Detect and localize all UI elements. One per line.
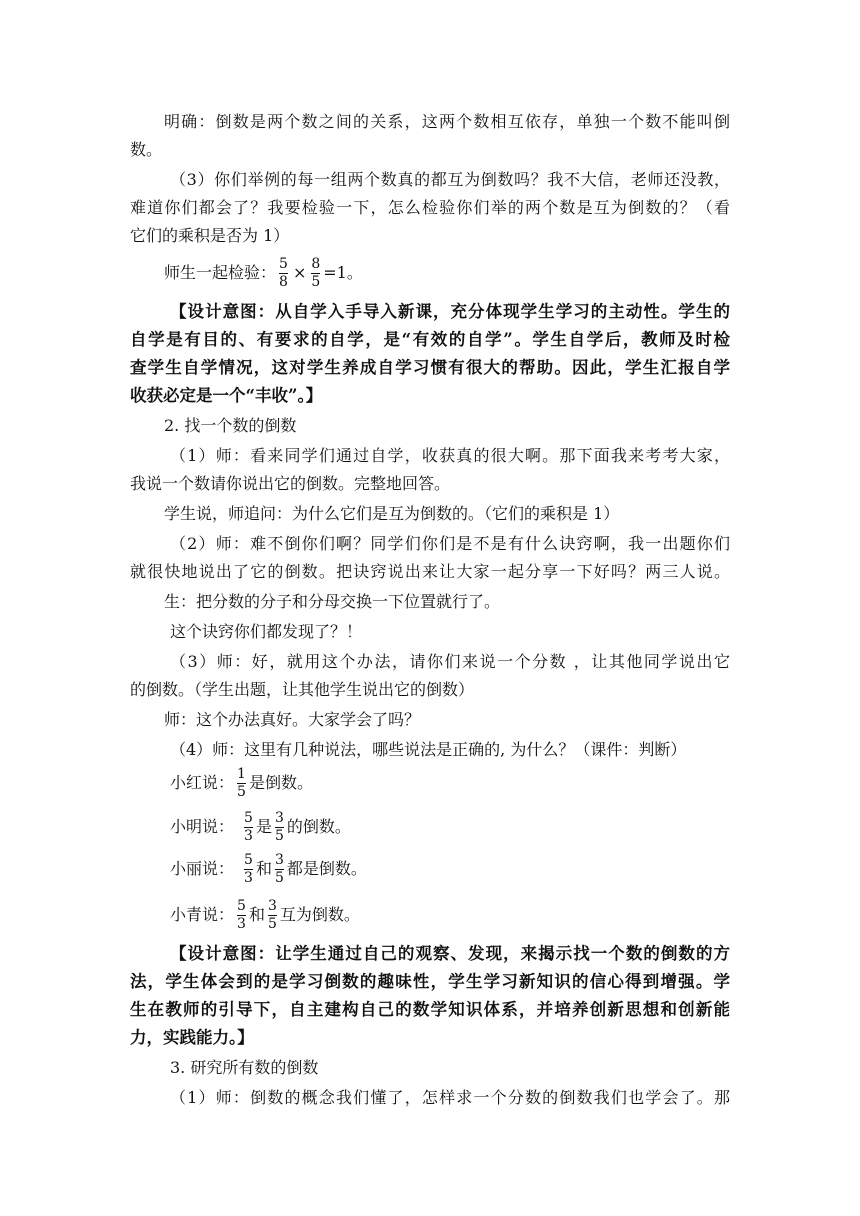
paragraph-2-3-cont: 的倒数。（学生出题，让其他学生说出它的倒数） [130, 680, 475, 699]
section-3-heading: 3. 研究所有数的倒数 [170, 1058, 319, 1077]
fraction-5-3: $\frac{5}{3}$ [244, 852, 253, 886]
fraction-3-5: $\frac{3}{5}$ [274, 852, 284, 886]
paragraph-2-1: （1）师：看来同学们通过自学，收获真的很大啊。那下面我来考考大家， [170, 446, 730, 465]
check-line [164, 256, 764, 291]
design-intent-2-cont-1: 法，学生体会到的是学习倒数的趣味性，学生学习新知识的信心得到增强。学 [130, 972, 730, 991]
teacher-praise: 师：这个办法真好。大家学会了吗？ [164, 710, 421, 729]
fraction-5-8: $\frac{5}{8}$ [279, 256, 288, 290]
statement-xiaoming: 小明说： $\frac{5}{3}$ 是 $\frac{3}{5}$ 的倒数。 [170, 810, 351, 844]
paragraph-2-3: （3）师：好，就用这个办法，请你们来说一个分数 ，让其他同学说出它 [170, 652, 730, 671]
student-answer: 学生说，师追问：为什么它们是互为倒数的。（它们的乘积是 1） [164, 504, 620, 523]
design-intent-2-cont-3: 力，实践能力。】 [130, 1028, 254, 1047]
paragraph-3-cont-2: 它们的乘积是否为 1） [130, 226, 290, 245]
statement-xiaoli: 小丽说： $\frac{5}{3}$ 和 $\frac{3}{5}$ 都是倒数。 [170, 852, 367, 886]
student-reply: 生：把分数的分子和分母交换一下位置就行了。 [164, 592, 501, 611]
fraction-1-5: $\frac{1}{5}$ [237, 766, 246, 800]
fraction-3-5: $\frac{3}{5}$ [274, 810, 284, 844]
statement-xiaoqing: 小青说： $\frac{5}{3}$ 和 $\frac{3}{5}$ 互为倒数。 [170, 898, 360, 932]
paragraph-clarify-cont: 数。 [130, 140, 163, 159]
design-intent-1-cont-3: 收获必定是一个“丰收”。】 [130, 386, 323, 405]
paragraph-3: （3）你们举例的每一组两个数真的都互为倒数吗？我不大信，老师还没教， [170, 170, 730, 189]
paragraph-2-4: （4）师：这里有几种说法，哪些说法是正确的, 为什么？（课件：判断） [170, 740, 687, 759]
paragraph-clarify: 明确：倒数是两个数之间的关系，这两个数相互依存，单独一个数不能叫倒 [164, 112, 730, 131]
fraction-8-5: $\frac{8}{5}$ [311, 256, 321, 290]
fraction-5-3: $\frac{5}{3}$ [244, 810, 253, 844]
design-intent-1: 【设计意图：从自学入手导入新课，充分体现学生学习的主动性。学生的 [170, 302, 730, 321]
trick-question: 这个诀窍你们都发现了？！ [170, 622, 363, 641]
paragraph-3-cont-1: 难道你们都会了？我要检验一下，怎么检验你们举的两个数是互为倒数的？（看 [130, 198, 730, 217]
paragraph-3-1: （1）师：倒数的概念我们懂了，怎样求一个分数的倒数我们也学会了。那 [170, 1088, 730, 1107]
times-sign: × [292, 263, 307, 282]
fraction-5-3: $\frac{5}{3}$ [237, 898, 246, 932]
design-intent-1-cont-1: 自学是有目的、有要求的自学，是“有效的自学”。学生自学后，教师及时检 [130, 330, 730, 349]
section-2-heading: 2. 找一个数的倒数 [164, 416, 297, 435]
statement-xiaohong: 小红说： $\frac{1}{5}$ 是倒数。 [170, 766, 313, 800]
check-label: 师生一起检验： [164, 263, 277, 282]
paragraph-2-2-cont: 就很快地说出了它的倒数。把诀窍说出来让大家一起分享一下好吗？两三人说。 [130, 562, 730, 581]
fraction-3-5: $\frac{3}{5}$ [267, 898, 277, 932]
design-intent-2: 【设计意图：让学生通过自己的观察、发现，来揭示找一个数的倒数的方 [170, 944, 730, 963]
equals-one: =1。 [323, 263, 363, 282]
paragraph-2-2: （2）师：难不倒你们啊？同学们你们是不是有什么诀窍啊，我一出题你们 [170, 534, 730, 553]
design-intent-2-cont-2: 生在教师的引导下，自主建构自己的数学知识体系，并培养创新思想和创新能 [130, 1000, 730, 1019]
paragraph-2-1-cont: 我说一个数请你说出它的倒数。完整地回答。 [130, 474, 451, 493]
design-intent-1-cont-2: 查学生自学情况，这对学生养成自学习惯有很大的帮助。因此，学生汇报自学 [130, 358, 730, 377]
